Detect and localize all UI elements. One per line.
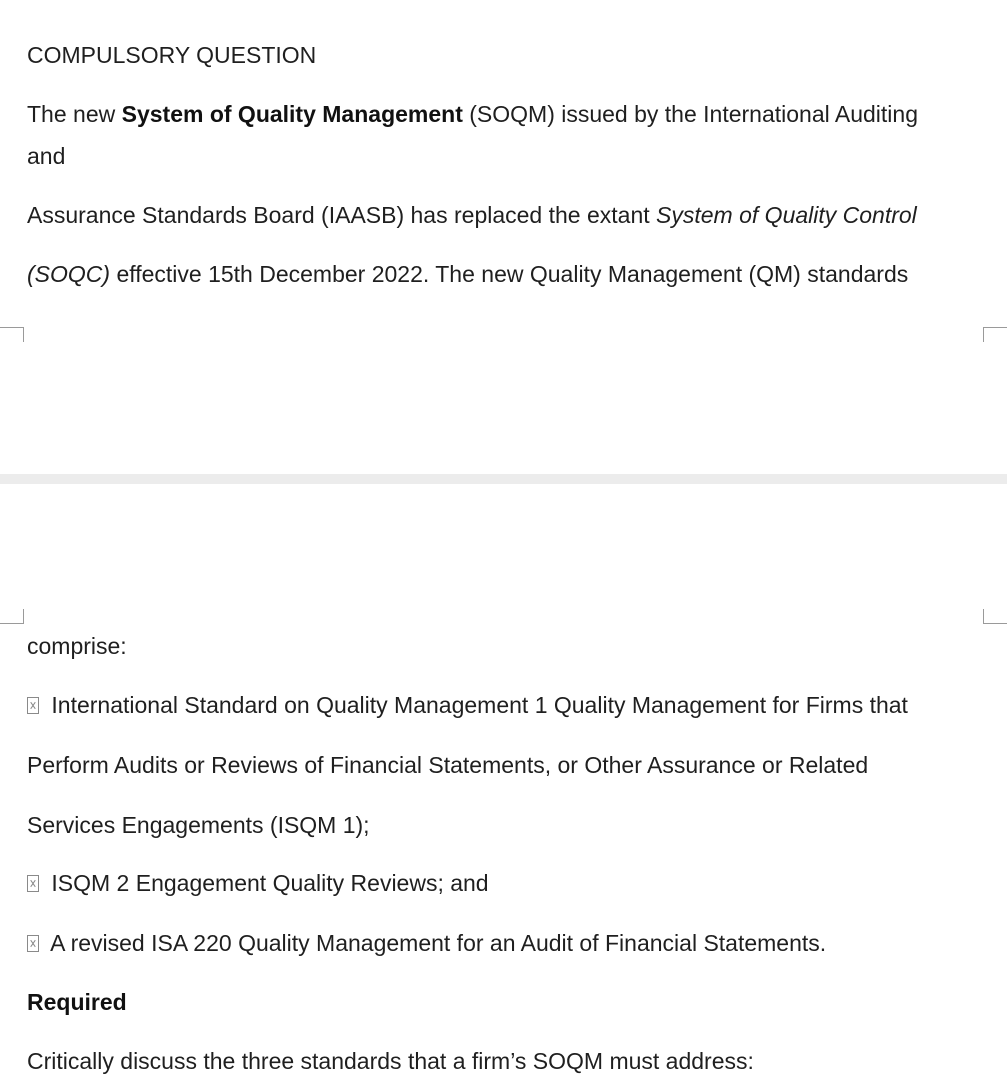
text-run: (SOQM) issued by the International Auditing [462,101,918,127]
italic-abbrev-soqc: (SOQC) [27,261,111,287]
text-run: Assurance Standards Board (IAASB) has replaced the extant [27,202,657,228]
paragraph-line: and [27,143,66,169]
page-corner-mark [983,327,1007,342]
paragraph-line [27,200,917,230]
paragraph-line [27,99,918,129]
text-run: International Standard on Quality Management 1 Quality Management for Firms that [45,692,908,718]
page-corner-mark [983,609,1007,624]
bullet-item-isqm1 [27,690,908,720]
missing-glyph-bullet-icon [27,935,39,952]
page-corner-mark [0,327,24,342]
text-run: The new [27,101,122,127]
bullet-item-isqm2 [27,868,489,898]
missing-glyph-bullet-icon [27,875,39,892]
text-run: A revised ISA 220 Quality Management for an Audit of Financial Statements. [45,930,827,956]
paragraph-line: Services Engagements (ISQM 1); [27,812,370,838]
question-text: Critically discuss the three standards that a firm’s SOQM must address: [27,1048,754,1074]
paragraph-line: comprise: [27,633,127,659]
bullet-item-isa220 [27,928,826,958]
required-heading: Required [27,989,127,1015]
question-heading: COMPULSORY QUESTION [27,42,317,68]
page-corner-mark [0,609,24,624]
page-separator [0,474,1007,484]
text-run: effective 15th December 2022. The new Quality Management (QM) standards [110,261,909,287]
missing-glyph-bullet-icon [27,697,39,714]
text-run: ISQM 2 Engagement Quality Reviews; and [45,870,489,896]
paragraph-line [27,259,908,289]
paragraph-line: Perform Audits or Reviews of Financial Statements, or Other Assurance or Related [27,752,869,778]
italic-term-soqc: System of Quality Control [656,202,917,228]
bold-term-soqm: System of Quality Management [121,101,463,127]
